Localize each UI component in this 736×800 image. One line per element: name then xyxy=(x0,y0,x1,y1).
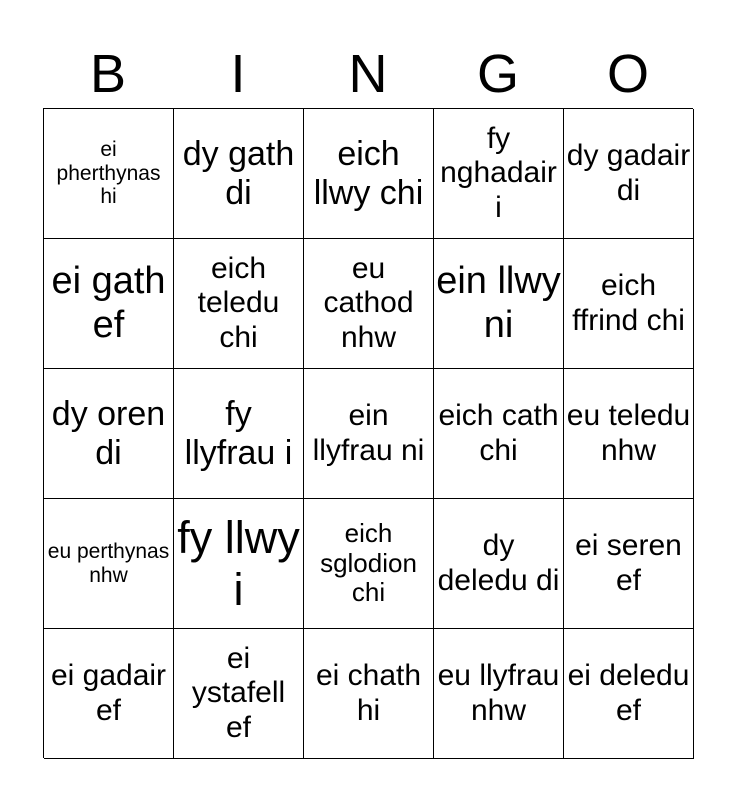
bingo-cell-r2-c3[interactable] xyxy=(304,239,434,369)
cell-text: ei chath hi xyxy=(315,659,422,727)
bingo-cell-r1-c1[interactable] xyxy=(44,109,174,239)
bingo-cell-r1-c5[interactable] xyxy=(564,109,694,239)
cell-text: ei deledu ef xyxy=(567,659,690,727)
cell-text: ei gadair ef xyxy=(50,659,167,727)
bingo-cell-r5-c4[interactable] xyxy=(434,629,564,759)
bingo-cell-r1-c2[interactable] xyxy=(174,109,304,239)
bingo-cell-r2-c4[interactable] xyxy=(434,239,564,369)
bingo-header xyxy=(43,40,693,108)
cell-text: ein llyfrau ni xyxy=(312,399,425,467)
cell-text: ei seren ef xyxy=(575,529,682,597)
cell-text: fy nghadair i xyxy=(440,122,557,224)
bingo-cell-r2-c1[interactable] xyxy=(44,239,174,369)
cell-text: ei ystafell ef xyxy=(191,642,286,744)
cell-text: eich cath chi xyxy=(438,399,559,467)
bingo-cell-r3-c5[interactable] xyxy=(564,369,694,499)
bingo-cell-r1-c3[interactable] xyxy=(304,109,434,239)
cell-text: eu perthynas nhw xyxy=(47,539,170,587)
bingo-cell-r4-c5[interactable] xyxy=(564,499,694,629)
cell-text: ei pherthynas hi xyxy=(56,137,161,209)
header-letter-i: I xyxy=(230,44,246,104)
header-letter-o: O xyxy=(606,44,649,104)
cell-text: ei gath ef xyxy=(51,260,166,346)
bingo-cell-r4-c4[interactable] xyxy=(434,499,564,629)
cell-text: eich sglodion chi xyxy=(320,518,417,608)
bingo-cell-r5-c5[interactable] xyxy=(564,629,694,759)
bingo-cell-r4-c3[interactable] xyxy=(304,499,434,629)
bingo-cell-r2-c5[interactable] xyxy=(564,239,694,369)
cell-text: dy gadair di xyxy=(566,139,691,207)
header-letter-n: N xyxy=(348,44,388,104)
cell-text: ein llwy ni xyxy=(436,260,561,346)
cell-text: fy llwy i xyxy=(177,512,300,615)
bingo-card-grid xyxy=(43,108,693,758)
bingo-cell-r5-c2[interactable] xyxy=(174,629,304,759)
header-letter-b: B xyxy=(89,44,127,104)
bingo-cell-r4-c2[interactable] xyxy=(174,499,304,629)
cell-text: dy oren di xyxy=(51,394,166,472)
bingo-cell-r2-c2[interactable] xyxy=(174,239,304,369)
bingo-cell-r5-c1[interactable] xyxy=(44,629,174,759)
bingo-cell-r4-c1[interactable] xyxy=(44,499,174,629)
bingo-cell-r5-c3[interactable] xyxy=(304,629,434,759)
bingo-cell-r3-c2[interactable] xyxy=(174,369,304,499)
cell-text: eich teledu chi xyxy=(197,252,280,354)
cell-text: dy gath di xyxy=(182,134,295,212)
header-letter-g: G xyxy=(476,44,519,104)
cell-text: fy llyfrau i xyxy=(184,394,293,472)
bingo-cell-r1-c4[interactable] xyxy=(434,109,564,239)
cell-text: eu teledu nhw xyxy=(566,399,691,467)
bingo-cell-r3-c1[interactable] xyxy=(44,369,174,499)
cell-text: eu cathod nhw xyxy=(323,252,414,354)
cell-text: eich ffrind chi xyxy=(572,269,685,337)
cell-text: dy deledu di xyxy=(437,529,560,597)
bingo-cell-r3-c4[interactable] xyxy=(434,369,564,499)
cell-text: eich llwy chi xyxy=(313,134,424,212)
cell-text: eu llyfrau nhw xyxy=(437,659,560,727)
bingo-cell-r3-c3[interactable] xyxy=(304,369,434,499)
